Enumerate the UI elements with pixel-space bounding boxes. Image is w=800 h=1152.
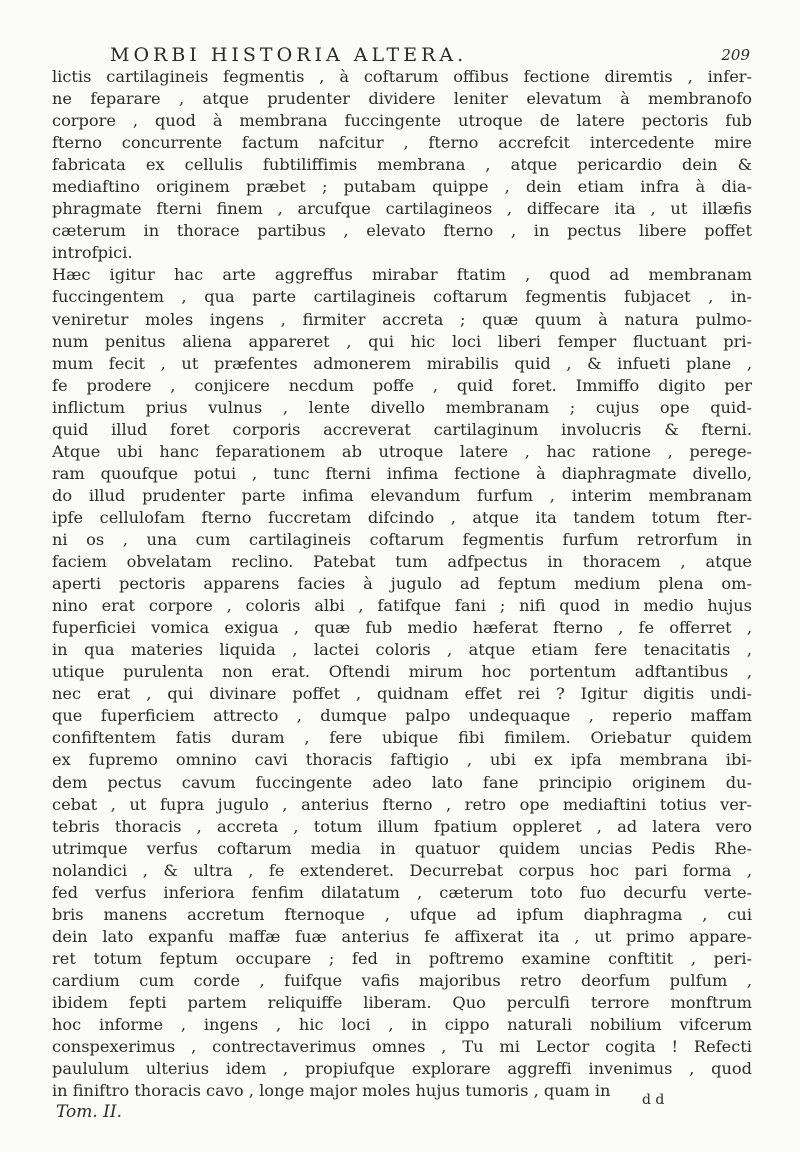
- text-line: quid illud foret corporis accreverat cartilaginum involucris & fterni.: [52, 419, 752, 439]
- page-footer: [52, 1092, 752, 1142]
- text-line: Hæc igitur hac arte aggreffus mirabar ftatim , quod ad membranam: [52, 265, 752, 285]
- text-line: fuccingentem , qua parte cartilagineis coftarum fegmentis fubjacet , in-: [52, 287, 752, 307]
- text-line: nolandici , & ultra , fe extenderet. Decurrebat corpus hoc pari forma ,: [52, 860, 752, 880]
- text-line: phragmate fterni finem , arcufque cartilagineos , diffecare ita , ut illæfis: [52, 199, 752, 219]
- text-line: ipfe cellulofam fterno fuccretam difcindo , atque ita tandem totum fter-: [52, 507, 752, 527]
- text-line: ne feparare , atque prudenter dividere leniter elevatum à membranofo: [52, 89, 752, 109]
- running-head: [110, 44, 750, 68]
- text-line: utrimque verfus coftarum media in quatuor quidem uncias Pedis Rhe-: [52, 838, 752, 858]
- text-line: fe prodere , conjicere necdum poffe , quid foret. Immiffo digito per: [52, 375, 752, 395]
- text-line: aperti pectoris apparens facies à jugulo ad feptum medium plena om-: [52, 574, 752, 594]
- text-line: fterno concurrente factum nafcitur , fterno accrefcit intercedente mire: [52, 133, 752, 153]
- text-line: fabricata ex cellulis fubtiliffimis membrana , atque pericardio dein &: [52, 155, 752, 175]
- text-line: fed verfus inferiora fenfim dilatatum , cæterum toto fuo decurfu verte-: [52, 882, 752, 902]
- text-line: lictis cartilagineis fegmentis , à coftarum offibus fectione diremtis , infer-: [52, 67, 752, 86]
- text-line: in qua materies liquida , lactei coloris , atque etiam fere tenacitatis ,: [52, 640, 752, 660]
- text-line: introfpici.: [52, 243, 133, 263]
- text-line: ex fupremo omnino cavi thoracis faftigio , ubi ex ipfa membrana ibi-: [52, 750, 752, 770]
- text-line: ram quoufque potui , tunc fterni infima fectione à diaphragmate divello,: [52, 463, 752, 483]
- volume-label: Tom. II.: [56, 1102, 123, 1122]
- text-line: cardium cum corde , fuifque vafis majoribus retro deorfum pulfum ,: [52, 970, 752, 990]
- text-line: paululum ulterius idem , propiufque explorare aggreffi invenimus , quod: [52, 1059, 752, 1079]
- text-line: cebat , ut fupra jugulo , anterius fterno , retro ope mediaftini totius ver-: [52, 794, 752, 814]
- text-line: dem pectus cavum fuccingente adeo lato fane principio originem du-: [52, 772, 752, 792]
- page-number: 209: [721, 46, 750, 64]
- text-line: conspexerimus , contrectaverimus omnes , Tu mi Lector cogita ! Refecti: [52, 1037, 752, 1057]
- text-line: faciem obvelatam reclino. Patebat tum adfpectus in thoracem , atque: [52, 552, 752, 572]
- text-line: inflictum prius vulnus , lente divello membranam ; cujus ope quid-: [52, 397, 752, 417]
- text-line: fuperficiei vomica exigua , quæ fub medio hæferat fterno , fe offerret ,: [52, 618, 752, 638]
- signature-mark: d d: [642, 1092, 665, 1108]
- body-text: [52, 66, 752, 1102]
- text-line: que fuperficiem attrecto , dumque palpo undequaque , reperio maffam: [52, 706, 752, 726]
- text-line: tebris thoracis , accreta , totum illum fpatium oppleret , ad latera vero: [52, 816, 752, 836]
- text-line: in finiftro thoracis cavo , longe major moles hujus tumoris , quam in: [52, 1081, 611, 1101]
- text-line: mum fecit , ut præfentes admonerem mirabilis quid , & infueti plane ,: [52, 353, 752, 373]
- text-line: ibidem fepti partem reliquiffe liberam. Quo perculfi terrore monftrum: [52, 992, 752, 1012]
- text-line: do illud prudenter parte infima elevandum furfum , interim membranam: [52, 485, 752, 505]
- text-line: utique purulenta non erat. Oftendi mirum hoc portentum adftantibus ,: [52, 662, 752, 682]
- text-line: num penitus aliena appareret , qui hic loci liberi femper fluctuant pri-: [52, 331, 752, 351]
- text-line: nec erat , qui divinare poffet , quidnam effet rei ? Igitur digitis undi-: [52, 684, 752, 704]
- text-line: bris manens accretum fternoque , ufque ad ipfum diaphragma , cui: [52, 904, 752, 924]
- text-line: veniretur moles ingens , firmiter accreta ; quæ quum à natura pulmo-: [52, 309, 752, 329]
- text-line: corpore , quod à membrana fuccingente utroque de latere pectoris fub: [52, 111, 752, 131]
- text-line: mediaftino originem præbet ; putabam quippe , dein etiam infra à dia-: [52, 177, 752, 197]
- running-title: MORBI HISTORIA ALTERA.: [110, 44, 468, 66]
- text-line: cæterum in thorace partibus , elevato fterno , in pectus libere poffet: [52, 221, 752, 241]
- text-line: ret totum feptum occupare ; fed in poftremo examine conftitit , peri-: [52, 948, 752, 968]
- text-line: ni os , una cum cartilagineis coftarum fegmentis furfum retrorfum in: [52, 529, 752, 549]
- text-line: confiftentem fatis duram , fere ubique fibi fimilem. Oriebatur quidem: [52, 728, 752, 748]
- text-line: Atque ubi hanc feparationem ab utroque latere , hac ratione , perege-: [52, 441, 752, 461]
- text-line: nino erat corpore , coloris albi , fatifque fani ; nifi quod in medio hujus: [52, 596, 752, 616]
- text-line: dein lato expanfu maffæ fuæ anterius fe affixerat ita , ut primo appare-: [52, 926, 752, 946]
- text-line: hoc informe , ingens , hic loci , in cippo naturali nobilium vifcerum: [52, 1015, 752, 1035]
